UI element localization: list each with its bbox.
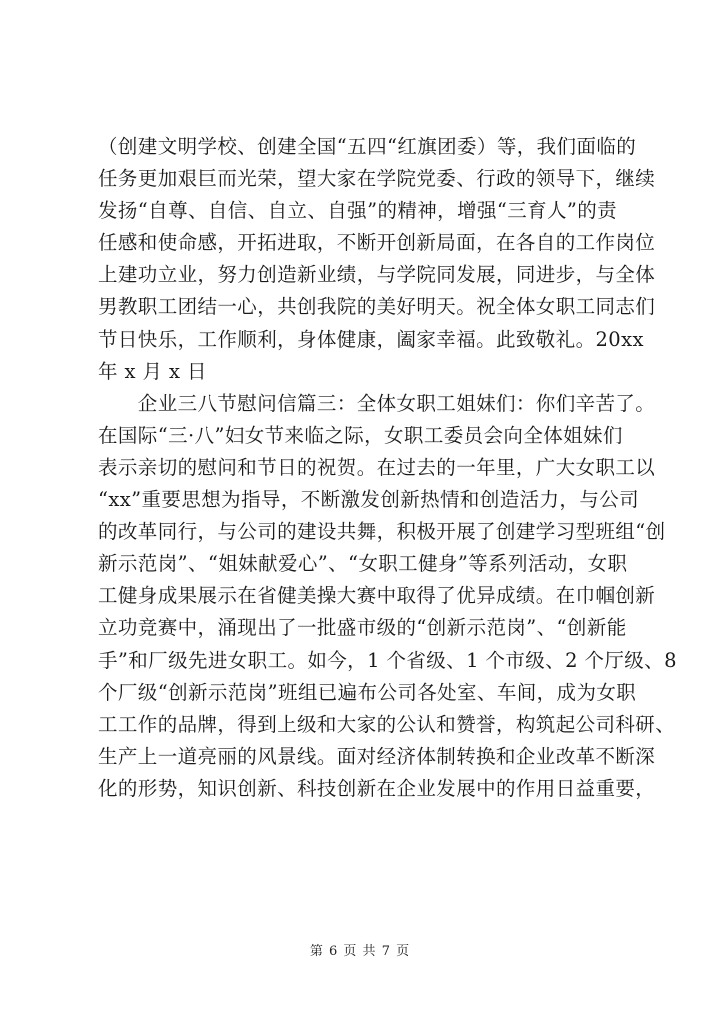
text-line: 任务更加艰巨而光荣，望大家在学院党委、行政的领导下，继续: [98, 167, 656, 191]
text-line: 的改革同行，与公司的建设共舞，积极开展了创建学习型班组“创: [98, 520, 666, 544]
page-number-footer: 第 6 页 共 7 页: [309, 944, 411, 959]
text-line: 工健身成果展示在省健美操大赛中取得了优异成绩。在巾帼创新: [98, 584, 656, 608]
text-line: 企业三八节慰问信篇三：全体女职工姐妹们：你们辛苦了。: [98, 391, 656, 415]
text-line: 发扬“自尊、自信、自立、自强”的精神，增强“三育人”的责: [98, 199, 618, 223]
text-line: 立功竞赛中，涌现出了一批盛市级的“创新示范岗”、“创新能: [98, 616, 627, 640]
text-line: 个厂级“创新示范岗”班组已遍布公司各处室、车间，成为女职: [98, 680, 637, 704]
text-line: 在国际“三·八”妇女节来临之际，女职工委员会向全体姐妹们: [98, 423, 623, 447]
text-line: 任感和使命感，开拓进取，不断开创新局面，在各自的工作岗位: [98, 231, 656, 255]
text-line: （创建文明学校、创建全国“五四“红旗团委）等，我们面临的: [98, 135, 637, 158]
text-line: 上建功立业，努力创造新业绩，与学院同发展，同进步，与全体: [98, 263, 656, 287]
text-line: 化的形势，知识创新、科技创新在企业发展中的作用日益重要，: [98, 776, 656, 800]
text-line: 男教职工团结一心，共创我院的美好明天。祝全体女职工同志们: [98, 295, 656, 319]
text-line: 手”和厂级先进女职工。如今，1 个省级、1 个市级、2 个厅级、8: [98, 648, 677, 672]
body-text: [98, 131, 677, 805]
text-line: 年 x 月 x 日: [98, 359, 207, 383]
text-line: 节日快乐，工作顺利，身体健康，阖家幸福。此致敬礼。20xx: [98, 327, 644, 351]
text-line: “xx”重要思想为指导，不断激发创新热情和创造活力，与公司: [98, 488, 640, 512]
text-line: 工工作的品牌，得到上级和大家的公认和赞誉，构筑起公司科研、: [98, 712, 676, 736]
text-line: 生产上一道亮丽的风景线。面对经济体制转换和企业改革不断深: [98, 744, 656, 768]
text-line: 新示范岗”、“姐妹献爱心”、“女职工健身”等系列活动，女职: [98, 552, 628, 576]
text-line: 表示亲切的慰问和节日的祝贺。在过去的一年里，广大女职工以: [98, 455, 656, 479]
